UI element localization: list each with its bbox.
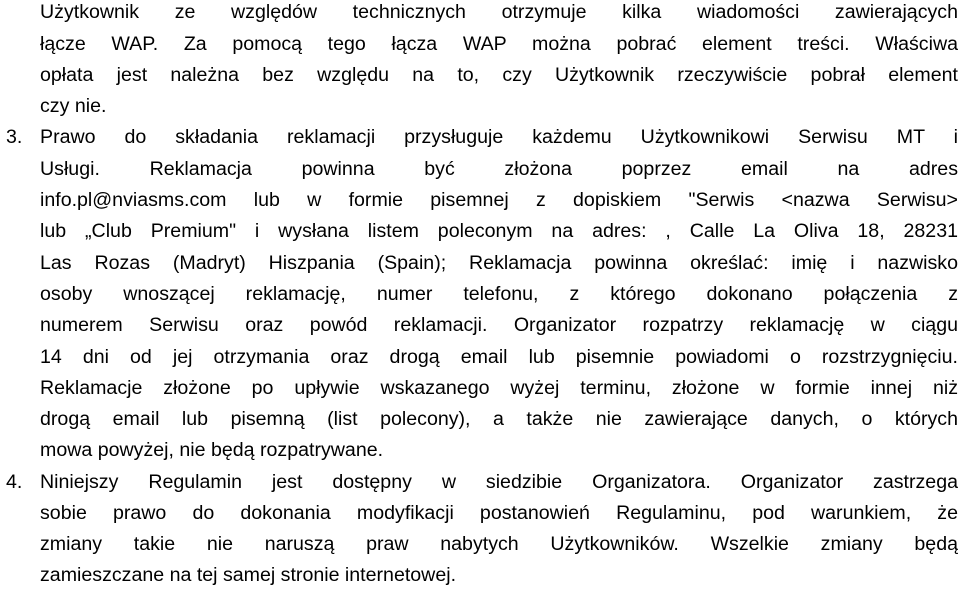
text-line: Prawo do składania reklamacji przysługuje każdemu Użytkownikowi Serwisu MT i [40, 126, 958, 148]
text-line: zmiany takie nie naruszą praw nabytych Użytkowników. Wszelkie zmiany będą [40, 533, 958, 555]
text-line: Reklamacje złożone po upływie wskazanego wyżej terminu, złożone w formie innej niż [40, 377, 958, 399]
text-line: łącze WAP. Za pomocą tego łącza WAP można pobrać element treści. Właściwa [40, 33, 958, 55]
text-line: sobie prawo do dokonania modyfikacji postanowień Regulaminu, pod warunkiem, że [40, 502, 958, 524]
text-line: 14 dni od jej otrzymania oraz drogą email lub pisemnie powiadomi o rozstrzygnięciu. [40, 346, 958, 368]
text-line: mowa powyżej, nie będą rozpatrywane. [40, 439, 384, 461]
text-line: Las Rozas (Madryt) Hiszpania (Spain); Reklamacja powinna określać: imię i nazwisko [40, 252, 958, 274]
text-line: lub „Club Premium" i wysłana listem poleconym na adres: , Calle La Oliva 18, 28231 [40, 220, 958, 242]
text-line: opłata jest należna bez względu na to, czy Użytkownik rzeczywiście pobrał element [40, 64, 958, 86]
list-number: 4. [6, 471, 23, 493]
text-line: czy nie. [40, 95, 107, 117]
text-line: Niniejszy Regulamin jest dostępny w siedzibie Organizatora. Organizator zastrzega [40, 471, 958, 493]
list-number: 3. [6, 126, 23, 148]
text-line: zamieszczane na tej samej stronie internetowej. [40, 564, 457, 586]
text-line: drogą email lub pisemną (list polecony), a także nie zawierające danych, o których [40, 408, 958, 430]
text-line: osoby wnoszącej reklamację, numer telefonu, z którego dokonano połączenia z [40, 283, 958, 305]
text-line: info.pl@nviasms.com lub w formie pisemnej z dopiskiem "Serwis <nazwa Serwisu> [40, 189, 958, 211]
text-line: Użytkownik ze względów technicznych otrzymuje kilka wiadomości zawierających [40, 1, 958, 23]
text-line: numerem Serwisu oraz powód reklamacji. Organizator rozpatrzy reklamację w ciągu [40, 314, 958, 336]
text-line: Usługi. Reklamacja powinna być złożona poprzez email na adres [40, 158, 958, 180]
